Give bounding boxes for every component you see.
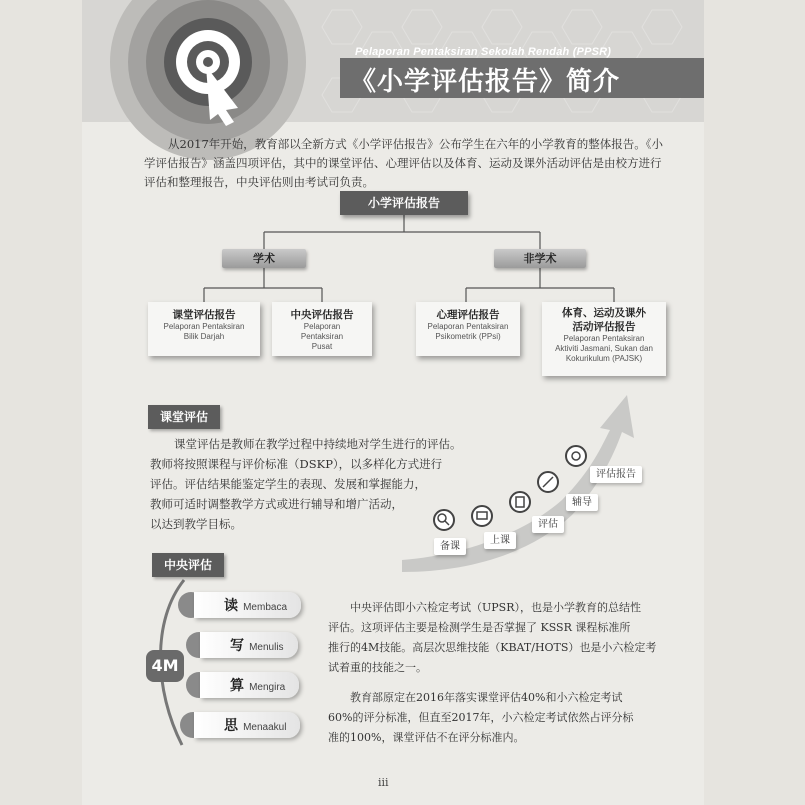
leaf-title: 课堂评估报告 bbox=[172, 309, 236, 321]
step-icons bbox=[82, 0, 704, 805]
badge-4m: 4M bbox=[146, 650, 184, 682]
central-line: 评估。这项评估主要是检测学生是否掌握了 KSSR 课程标准所 bbox=[328, 621, 631, 634]
step-assess: 评估 bbox=[532, 516, 564, 533]
skill-zh: 算 bbox=[230, 678, 244, 694]
book-page bbox=[82, 0, 704, 805]
skill-ms: Menaakul bbox=[243, 722, 287, 733]
step-teach: 上课 bbox=[484, 532, 516, 549]
classroom-line: 评估。评估结果能鉴定学生的表现、发展和掌握能力， bbox=[150, 477, 426, 491]
tree-academic: 学术 bbox=[222, 249, 306, 268]
classroom-line: 以达到教学目标。 bbox=[150, 517, 242, 531]
central-line: 推行的4M技能。高层次思维技能（KBAT/HOTS）也是小六检定考 bbox=[328, 641, 657, 654]
leaf-title: 中央评估报告 bbox=[290, 309, 354, 321]
skill-reason bbox=[194, 712, 300, 738]
central-line: 60%的评分标准，但直至2017年，小六检定考试依然占评分标 bbox=[328, 711, 634, 724]
leaf-subtitle: Pelaporan Pentaksiran Pusat bbox=[300, 322, 344, 351]
skill-count bbox=[200, 672, 299, 698]
step-guide: 辅导 bbox=[566, 494, 598, 511]
skill-zh: 读 bbox=[224, 598, 238, 614]
skill-read bbox=[194, 592, 301, 618]
step-report: 评估报告 bbox=[590, 466, 642, 483]
skill-zh: 思 bbox=[224, 718, 238, 734]
central-paragraph-1 bbox=[328, 598, 704, 678]
leaf-subtitle: Pelaporan Pentaksiran Bilik Darjah bbox=[163, 322, 245, 341]
leaf-subtitle: Pelaporan Pentaksiran Aktiviti Jasmani, Sukan dan Kokurikulum (PAJSK) bbox=[555, 334, 653, 363]
skill-ms: Menulis bbox=[249, 642, 284, 653]
leaf-title: 体育、运动及课外活动评估报告 bbox=[562, 307, 646, 333]
skill-write bbox=[200, 632, 298, 658]
page-number: iii bbox=[378, 776, 389, 789]
classroom-line: 教师可适时调整教学方式或进行辅导和增广活动， bbox=[150, 497, 403, 511]
header-subtitle: Pelaporan Pentaksiran Sekolah Rendah (PPSR) bbox=[355, 46, 612, 58]
central-paragraph-2 bbox=[328, 688, 704, 748]
tree-root: 小学评估报告 bbox=[340, 191, 468, 215]
intro-text: 从2017年开始，教育部以全新方式《小学评估报告》公布学生在六年的小学教育的整体报告。《小学评估报告》涵盖四项评估，其中的课堂评估、心理评估以及体育、运动及课外活动评估是由校方进行评估和整理报告，中央评估则由考试司负责。 bbox=[144, 137, 664, 189]
central-line: 试着重的技能之一。 bbox=[328, 661, 427, 674]
skill-ms: Membaca bbox=[243, 602, 287, 613]
central-heading: 中央评估 bbox=[152, 553, 224, 577]
classroom-line: 课堂评估是教师在教学过程中持续地对学生进行的评估。 bbox=[174, 437, 462, 451]
page-title: 《小学评估报告》简介 bbox=[350, 67, 621, 97]
skill-ms: Mengira bbox=[249, 682, 286, 693]
leaf-title: 心理评估报告 bbox=[436, 309, 500, 321]
central-line: 教育部原定在2016年落实课堂评估40%和小六检定考试 bbox=[350, 691, 623, 704]
skill-zh: 写 bbox=[230, 638, 244, 654]
classroom-line: 教师将按照课程与评价标准（DSKP），以多样化方式进行 bbox=[150, 457, 443, 471]
classroom-heading: 课堂评估 bbox=[148, 405, 220, 429]
step-prepare: 备课 bbox=[434, 538, 466, 555]
leaf-subtitle: Pelaporan Pentaksiran Psikometrik (PPsi) bbox=[427, 322, 509, 341]
central-line: 准的100%，课堂评估不在评分标准内。 bbox=[328, 731, 525, 744]
central-line: 中央评估即小六检定考试（UPSR），也是小学教育的总结性 bbox=[350, 601, 641, 614]
tree-non-academic: 非学术 bbox=[494, 249, 586, 268]
